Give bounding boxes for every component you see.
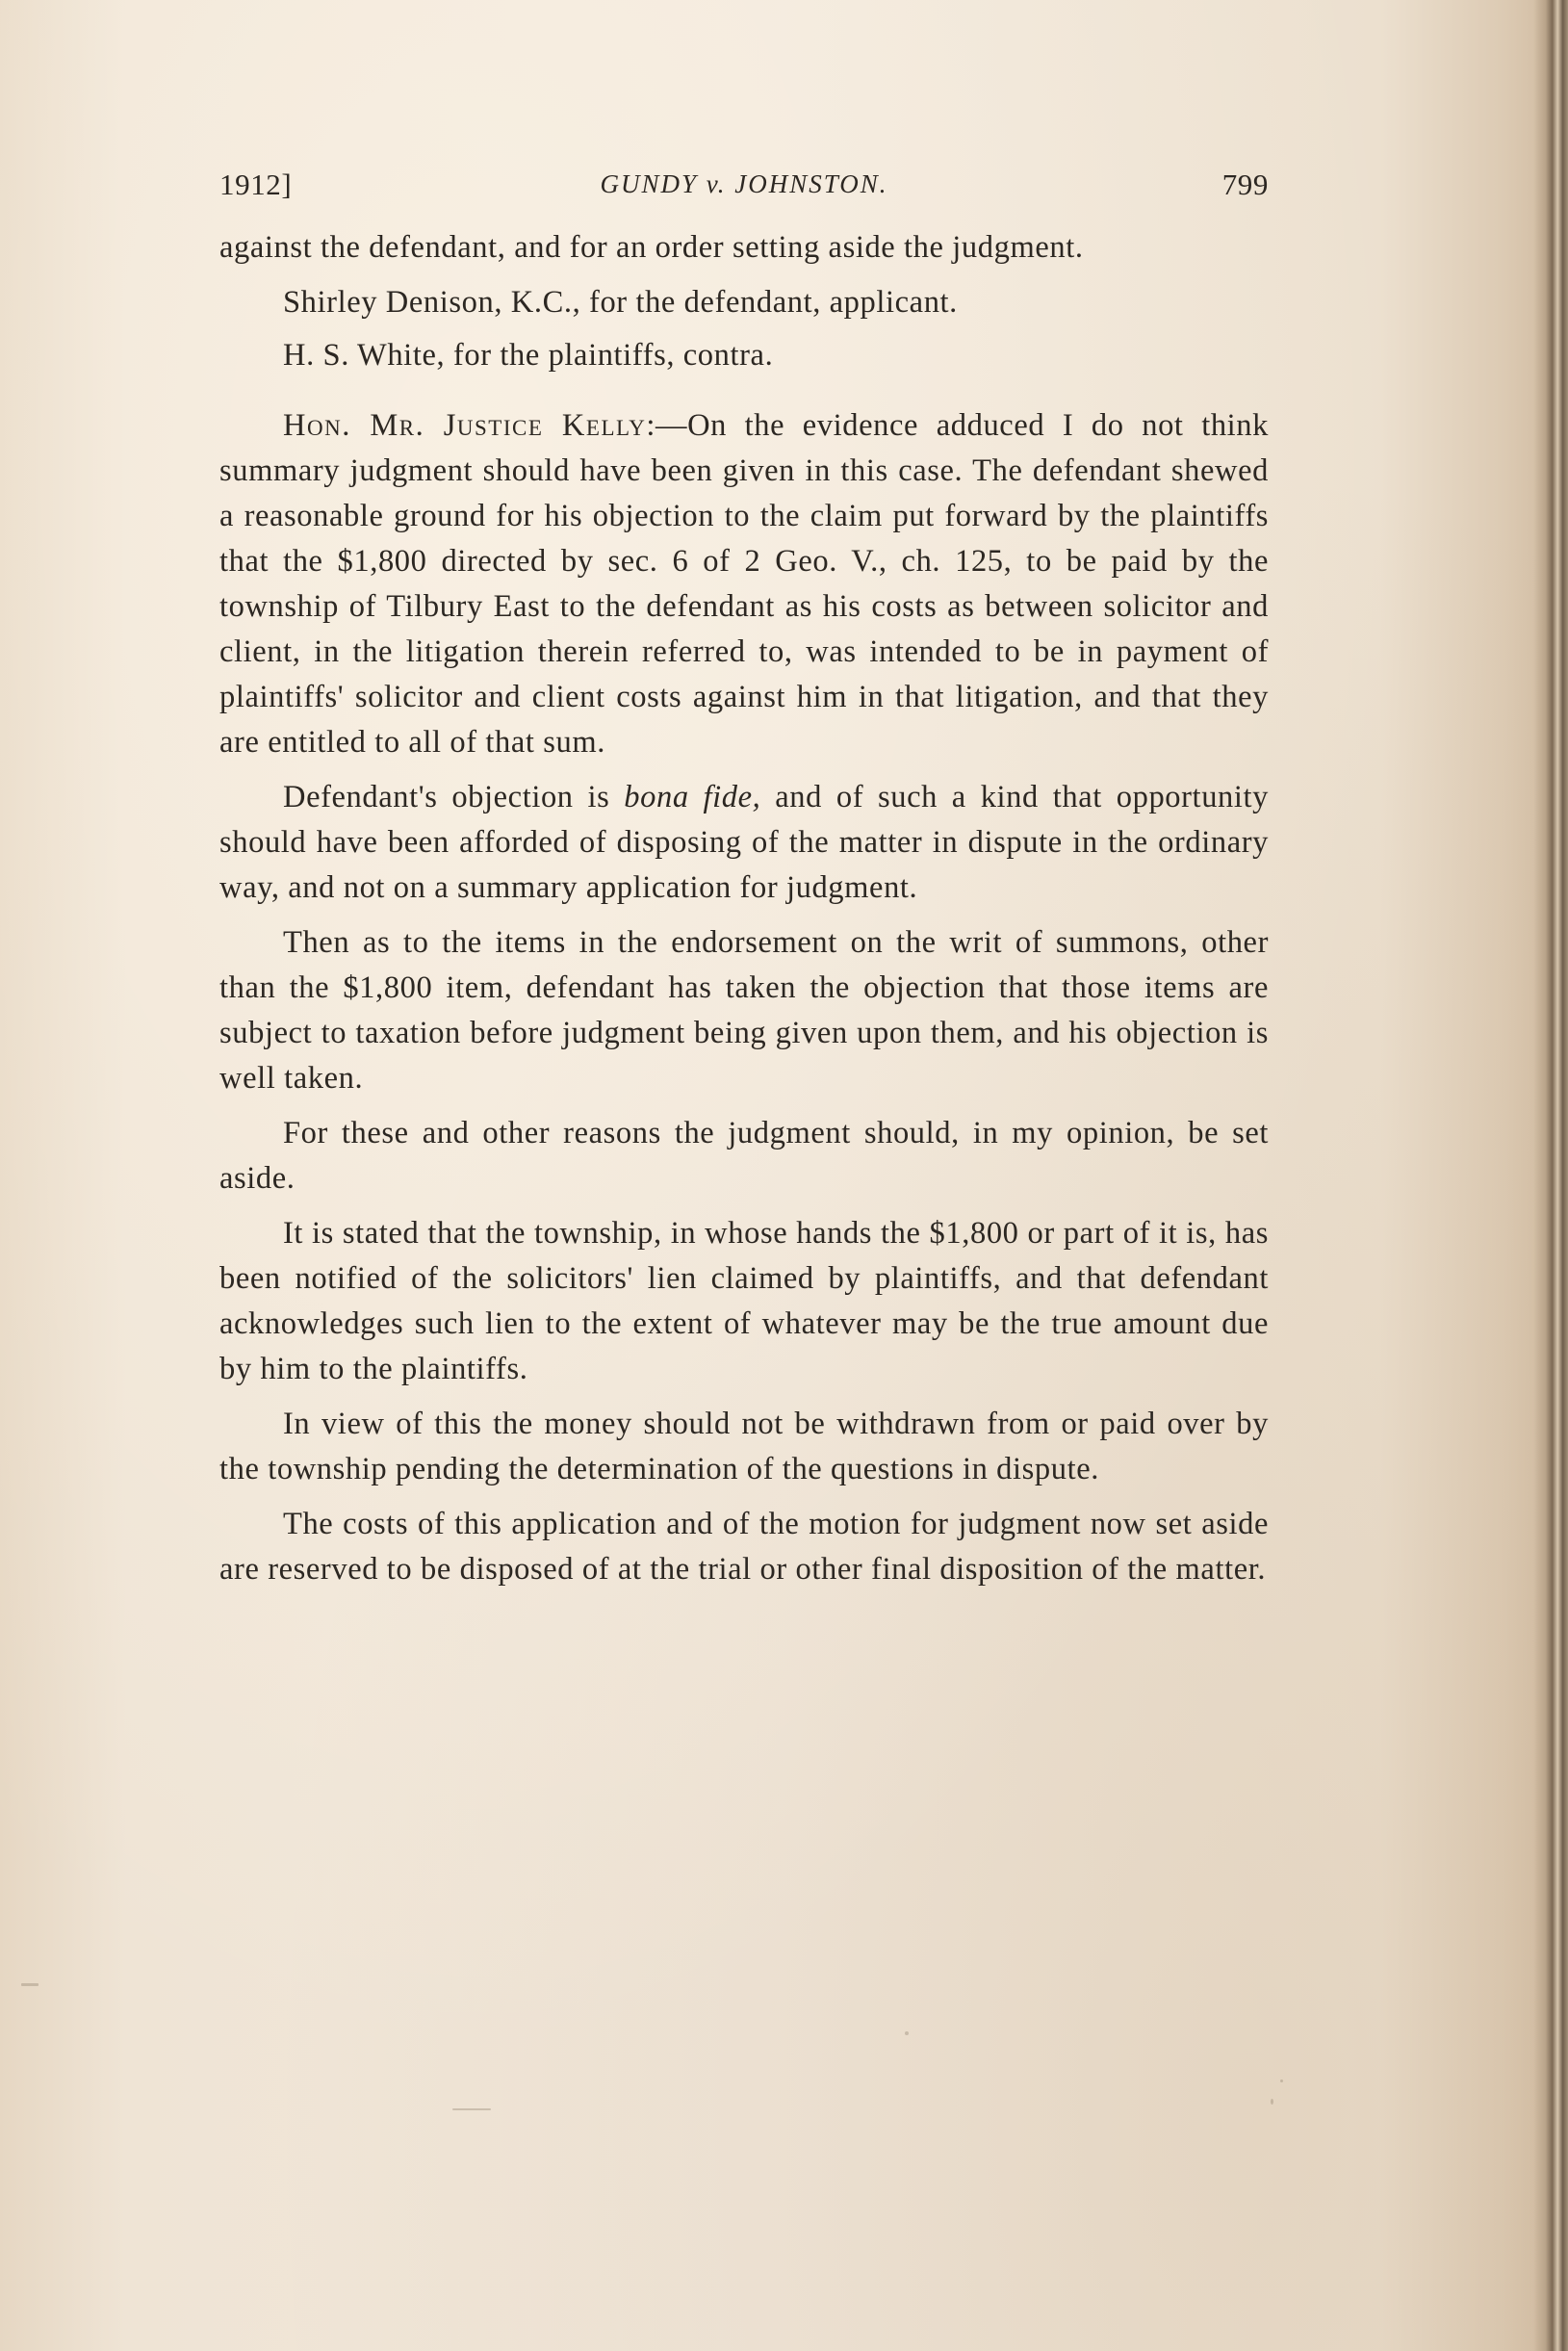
- paper-speck: [452, 2108, 491, 2110]
- judgment-paragraph-1: [219, 403, 1269, 765]
- book-spine-edge: [1533, 0, 1568, 2351]
- judge-name: Hon. Mr. Justice Kelly: [283, 408, 647, 443]
- judgment-paragraph-7: The costs of this application and of the motion for judgment now set aside are reserved to be disposed of at the trial or other final disposition of the matter.: [219, 1507, 1269, 1587]
- paper-speck: [905, 2031, 909, 2035]
- judgment-paragraph-6: In view of this the money should not be withdrawn from or paid over by the township pending the determination of the questions in dispute.: [219, 1407, 1269, 1486]
- paper-speck: [1280, 2080, 1283, 2082]
- judgment-paragraph-3: Then as to the items in the endorsement on the writ of summons, other than the $1,800 item, defendant has taken the objection that those items are subject to taxation before judgment being given upon them, and his objection is well taken.: [219, 925, 1269, 1096]
- paper-speck: [1271, 2099, 1273, 2105]
- judgment-paragraph-1-text: :—On the evidence adduced I do not think summary judgment should have been given in this case. The defendant shewed a reasonable ground for his objection to the claim put forward by the plaintiffs that the $1,800 directed by sec. 6 of 2 Geo. V., ch. 125, to be paid by the township of Tilbury East to the defendant as his costs as between solicitor and client, in the litigation therein referred to, was intended to be in payment of plaintiffs' solicitor and client costs against him in that litigation, and that they are entitled to all of that sum.: [219, 408, 1269, 760]
- page-text: [219, 162, 1269, 1602]
- counsel-defendant: Shirley Denison, K.C., for the defendant, applicant.: [283, 285, 958, 320]
- judgment-paragraph-2-text-b: and of such a kind that opportunity should have been afforded of disposing of the matter in dispute in the ordinary way, and not on a summary application for judgment.: [219, 780, 1270, 905]
- running-head: [219, 162, 1269, 200]
- judgment-paragraph-5: It is stated that the township, in whose hands the $1,800 or part of it is, has been notified of the solicitors' lien claimed by plaintiffs, and that defendant acknowledges such lien to the extent of whatever may be the true amount due by him to the plaintiffs.: [219, 1216, 1269, 1386]
- page-number: 799: [1221, 168, 1269, 201]
- paper-speck: [21, 1983, 39, 1986]
- judgment-paragraph-2-text-a: Defendant's objection is: [283, 780, 625, 814]
- running-head-year: 1912]: [219, 168, 293, 201]
- counsel-plaintiffs: H. S. White, for the plaintiffs, contra.: [283, 338, 774, 373]
- paragraph-continuation: against the defendant, and for an order setting aside the judgment.: [219, 230, 1084, 265]
- judgment-paragraph-2-latin: bona fide,: [624, 780, 761, 814]
- judgment-paragraph-4: For these and other reasons the judgment should, in my opinion, be set aside.: [219, 1116, 1269, 1196]
- running-head-title: GUNDY v. JOHNSTON.: [600, 169, 888, 198]
- judgment-paragraph-2: [219, 775, 1269, 911]
